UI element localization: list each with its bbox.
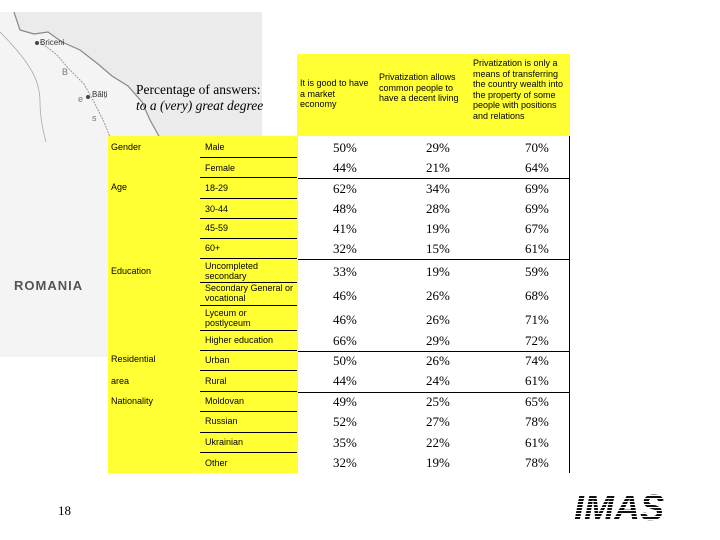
row-label-age-18-29: 18-29 xyxy=(205,183,229,193)
value-female-market: 44% xyxy=(333,160,357,175)
value-moldovan-market: 49% xyxy=(333,394,357,409)
value-lyceum-living: 26% xyxy=(426,312,450,327)
value-moldovan-living: 25% xyxy=(426,394,450,409)
row-divider xyxy=(200,432,297,433)
value-age-60-living: 15% xyxy=(426,241,450,256)
row-divider xyxy=(200,238,297,239)
column-header-market-economy: It is good to have a market economy xyxy=(297,54,376,136)
group-divider xyxy=(298,392,570,393)
group-label-gender: Gender xyxy=(111,142,142,152)
city-balti: Bălți xyxy=(92,90,108,99)
group-divider xyxy=(298,259,570,260)
row-label-secondary-general: Secondary General or vocational xyxy=(205,283,294,303)
value-other-living: 19% xyxy=(426,455,450,470)
row-label-ukrainian: Ukrainian xyxy=(205,437,244,447)
map-letter: s xyxy=(92,113,97,123)
row-divider xyxy=(200,177,297,178)
row-divider xyxy=(200,370,297,371)
value-male-wealth: 70% xyxy=(525,140,549,155)
table-right-border xyxy=(569,136,570,473)
column-header-decent-living: Privatization allows common people to have a decent living xyxy=(376,54,470,136)
value-ukrainian-wealth: 61% xyxy=(525,435,549,450)
group-label-residential: Residential xyxy=(111,354,156,364)
value-age-60-market: 32% xyxy=(333,241,357,256)
value-lyceum-wealth: 71% xyxy=(525,312,549,327)
row-divider xyxy=(200,452,297,453)
row-divider xyxy=(200,258,297,259)
value-higher-wealth: 72% xyxy=(525,333,549,348)
heading-line-2: to a (very) great degree xyxy=(136,98,264,113)
value-age-18-29-market: 62% xyxy=(333,181,357,196)
value-age-45-59-living: 19% xyxy=(426,221,450,236)
value-rural-living: 24% xyxy=(426,373,450,388)
city-briceni: Briceni xyxy=(40,38,65,47)
row-divider xyxy=(200,330,297,331)
row-divider xyxy=(200,218,297,219)
value-uncompleted-wealth: 59% xyxy=(525,264,549,279)
row-divider xyxy=(200,411,297,412)
row-label-urban: Urban xyxy=(205,355,230,365)
row-label-rural: Rural xyxy=(205,376,227,386)
value-age-30-44-wealth: 69% xyxy=(525,201,549,216)
value-ukrainian-living: 22% xyxy=(426,435,450,450)
value-age-60-wealth: 61% xyxy=(525,241,549,256)
group-divider xyxy=(298,178,570,179)
row-label-age-30-44: 30-44 xyxy=(205,204,229,214)
column-header-wealth-transfer: Privatization is only a means of transferring the country wealth into the property of some people with positions and relations xyxy=(470,54,570,136)
value-russian-living: 27% xyxy=(426,414,450,429)
value-uncompleted-market: 33% xyxy=(333,264,357,279)
value-other-wealth: 78% xyxy=(525,455,549,470)
group-label-education: Education xyxy=(111,266,152,276)
row-label-uncompleted-secondary: Uncompleted secondary xyxy=(205,261,259,281)
page-number: 18 xyxy=(58,503,71,518)
group-label-nationality: Nationality xyxy=(111,396,154,406)
value-age-18-29-living: 34% xyxy=(426,181,450,196)
value-age-45-59-wealth: 67% xyxy=(525,221,549,236)
value-urban-wealth: 74% xyxy=(525,353,549,368)
value-russian-market: 52% xyxy=(333,414,357,429)
value-female-living: 21% xyxy=(426,160,450,175)
value-secondary-market: 46% xyxy=(333,288,357,303)
row-divider xyxy=(200,305,297,306)
value-urban-living: 26% xyxy=(426,353,450,368)
row-label-age-45-59: 45-59 xyxy=(205,223,229,233)
row-label-lyceum: Lyceum or postlyceum xyxy=(205,308,251,328)
value-age-30-44-living: 28% xyxy=(426,201,450,216)
value-other-market: 32% xyxy=(333,455,357,470)
row-label-russian: Russian xyxy=(205,416,238,426)
map-letter: e xyxy=(78,94,84,104)
row-divider xyxy=(200,391,297,392)
heading-line-1: Percentage of answers: xyxy=(136,82,261,97)
row-divider xyxy=(200,350,297,351)
imas-logo xyxy=(566,490,672,524)
value-higher-market: 66% xyxy=(333,333,357,348)
value-secondary-wealth: 68% xyxy=(525,288,549,303)
value-male-market: 50% xyxy=(333,140,357,155)
row-label-female: Female xyxy=(205,163,236,173)
value-russian-wealth: 78% xyxy=(525,414,549,429)
value-secondary-living: 26% xyxy=(426,288,450,303)
value-moldovan-wealth: 65% xyxy=(525,394,549,409)
group-divider xyxy=(298,351,570,352)
value-age-45-59-market: 41% xyxy=(333,221,357,236)
value-ukrainian-market: 35% xyxy=(333,435,357,450)
country-label: ROMANIA xyxy=(14,278,84,293)
group-label-area: area xyxy=(111,376,130,386)
value-female-wealth: 64% xyxy=(525,160,549,175)
row-divider xyxy=(200,282,297,283)
value-rural-wealth: 61% xyxy=(525,373,549,388)
row-divider xyxy=(200,198,297,199)
table-heading xyxy=(136,82,296,114)
row-label-moldovan: Moldovan xyxy=(205,396,245,406)
group-label-age: Age xyxy=(111,182,128,192)
row-label-male: Male xyxy=(205,142,225,152)
value-male-living: 29% xyxy=(426,140,450,155)
value-urban-market: 50% xyxy=(333,353,357,368)
map-letter: B xyxy=(62,67,69,77)
value-age-30-44-market: 48% xyxy=(333,201,357,216)
row-divider xyxy=(200,157,297,158)
row-label-age-60: 60+ xyxy=(205,243,221,253)
value-higher-living: 29% xyxy=(426,333,450,348)
row-label-other: Other xyxy=(205,458,228,468)
value-rural-market: 44% xyxy=(333,373,357,388)
row-label-higher-education: Higher education xyxy=(205,335,274,345)
value-age-18-29-wealth: 69% xyxy=(525,181,549,196)
value-lyceum-market: 46% xyxy=(333,312,357,327)
value-uncompleted-living: 19% xyxy=(426,264,450,279)
logo-text: IMAS xyxy=(574,490,664,524)
